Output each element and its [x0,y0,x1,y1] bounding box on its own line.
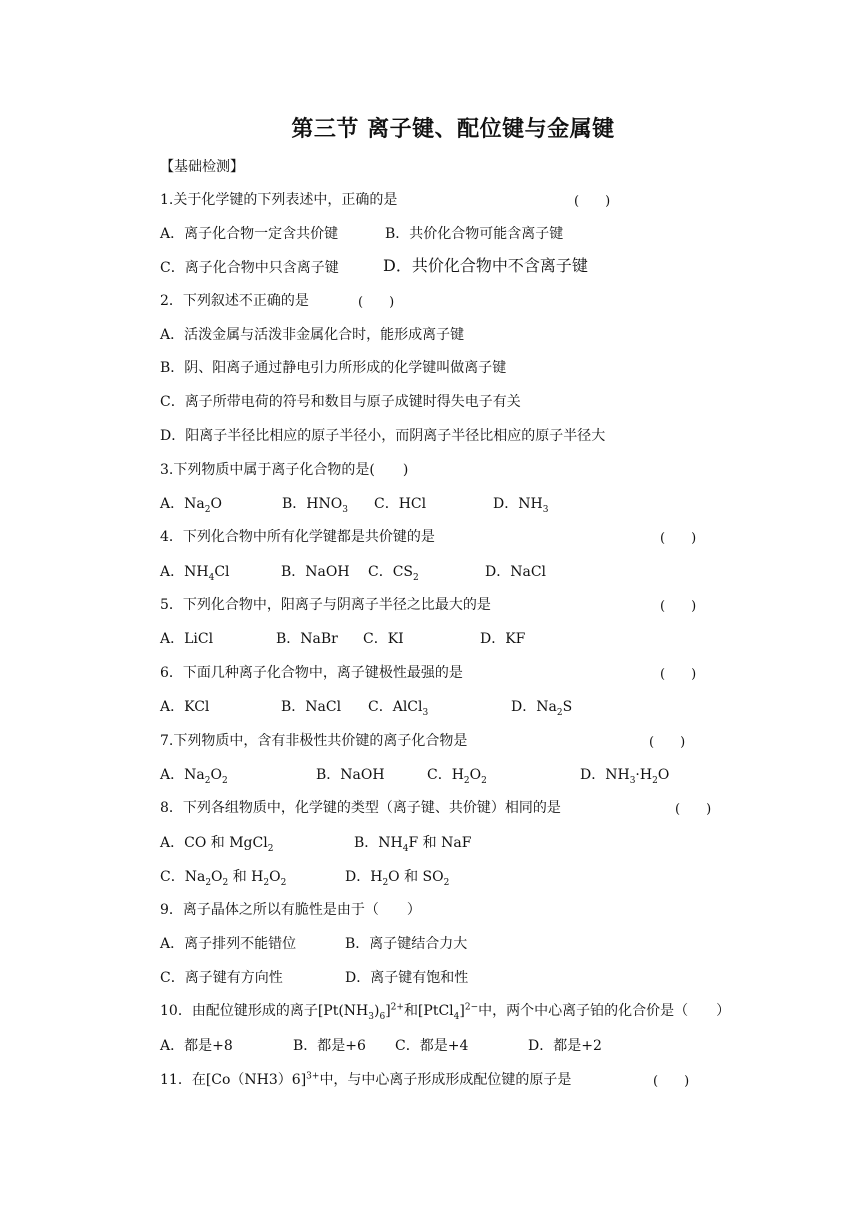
question-2-stem: 2．下列叙述不正确的是 [160,293,309,309]
answer-bracket: ( ) [574,194,611,209]
question-7-stem: 7.下列物质中，含有非极性共价键的离子化合物是 [160,733,468,749]
page-title: 第三节 离子键、配位键与金属键 [291,117,615,142]
question-5-stem: 5．下列化合物中，阳离子与阴离子半径之比最大的是 [160,597,491,613]
question-4-option-c: C．$CS_2$ [368,564,419,583]
question-9-stem: 9．离子晶体之所以有脆性是由于（ ） [160,902,421,918]
question-7-option-a: A．$Na_2O_2$ [160,767,228,786]
question-8-option-d: D．$H_2O$ 和 $SO_2$ [345,869,450,888]
question-5-option-c: C．KI [363,631,404,647]
question-4-option-b: B．NaOH [281,564,350,580]
question-1-option-d: D．共价化合物中不含离子键 [383,256,588,275]
question-6-option-d: D．$Na_2S$ [511,699,573,718]
question-1-option-a: A．离子化合物一定含共价键 [160,226,339,242]
question-8-option-c: C．$Na_2O_2$ 和 $H_2O_2$ [160,869,287,888]
question-2-option-c: C．离子所带电荷的符号和数目与原子成键时得失电子有关 [160,394,521,410]
question-3-option-b: B．$HNO_3$ [282,496,348,515]
question-10-option-a: A．都是+8 [160,1038,233,1054]
question-3-option-a: A．$Na_2O$ [160,496,222,515]
question-10-option-d: D．都是+2 [528,1038,602,1054]
answer-bracket: ( ) [358,295,395,310]
question-6-option-a: A．KCl [160,699,210,715]
question-11-stem: 11．在$[Co(NH3)6]^{3+}$中，与中心离子形成形成配位键的原子是 [160,1071,572,1088]
question-3-stem: 3.下列物质中属于离子化合物的是( ) [160,462,409,478]
question-1-option-c: C．离子化合物中只含离子键 [160,260,339,276]
answer-bracket: ( ) [660,667,697,682]
question-9-option-d: D．离子键有饱和性 [345,970,469,986]
question-2-option-b: B．阴、阳离子通过静电引力所形成的化学键叫做离子键 [160,360,507,376]
question-10-stem: 10．由配位键形成的离子$[Pt(NH_3)_6]^{2+}$和[PtCl$_4$]$^{2-}$中，两个中心离子铂的化合价是（ ） [160,1002,731,1022]
question-2-option-d: D．阳离子半径比相应的原子半径小，而阴离子半径比相应的原子半径大 [160,428,606,444]
answer-bracket: ( ) [649,735,686,750]
question-4-option-a: A．$NH_4Cl$ [160,564,230,583]
question-8-stem: 8．下列各组物质中，化学键的类型（离子键、共价键）相同的是 [160,800,561,816]
question-4-option-d: D．NaCl [485,564,547,580]
answer-bracket: ( ) [675,802,712,817]
question-6-stem: 6．下面几种离子化合物中，离子键极性最强的是 [160,665,463,681]
question-7-option-d: D．$NH_3\cdot H_2O$ [580,767,670,786]
answer-bracket: ( ) [653,1074,690,1089]
question-5-option-a: A．LiCl [160,631,214,647]
question-9-option-c: C．离子键有方向性 [160,970,283,986]
question-9-option-b: B．离子键结合力大 [345,936,468,952]
question-3-option-c: C．HCl [374,496,427,512]
question-5-option-d: D．KF [480,631,526,647]
question-8-option-a: A．CO 和 MgCl$_2$ [160,835,274,854]
question-2-option-a: A．活泼金属与活泼非金属化合时，能形成离子键 [160,327,465,343]
question-6-option-b: B．NaCl [281,699,342,715]
question-5-option-b: B．NaBr [276,631,338,647]
question-10-option-c: C．都是+4 [395,1038,469,1054]
question-1-stem: 1.关于化学键的下列表述中，正确的是 [160,192,398,208]
question-8-option-b: B．$NH_4F$ 和 NaF [354,835,472,854]
question-7-option-c: C．$H_2O_2$ [427,767,487,786]
question-7-option-b: B．NaOH [316,767,385,783]
question-1-option-b: B．共价化合物可能含离子键 [385,226,564,242]
question-3-option-d: D．$NH_3$ [493,496,549,515]
answer-bracket: ( ) [660,531,697,546]
answer-bracket: ( ) [660,599,697,614]
question-9-option-a: A．离子排列不能错位 [160,936,297,952]
section-heading: 【基础检测】 [160,159,244,175]
question-10-option-b: B．都是+6 [293,1038,366,1054]
question-6-option-c: C．AlCl$_3$ [368,699,429,718]
question-4-stem: 4．下列化合物中所有化学键都是共价键的是 [160,529,435,545]
